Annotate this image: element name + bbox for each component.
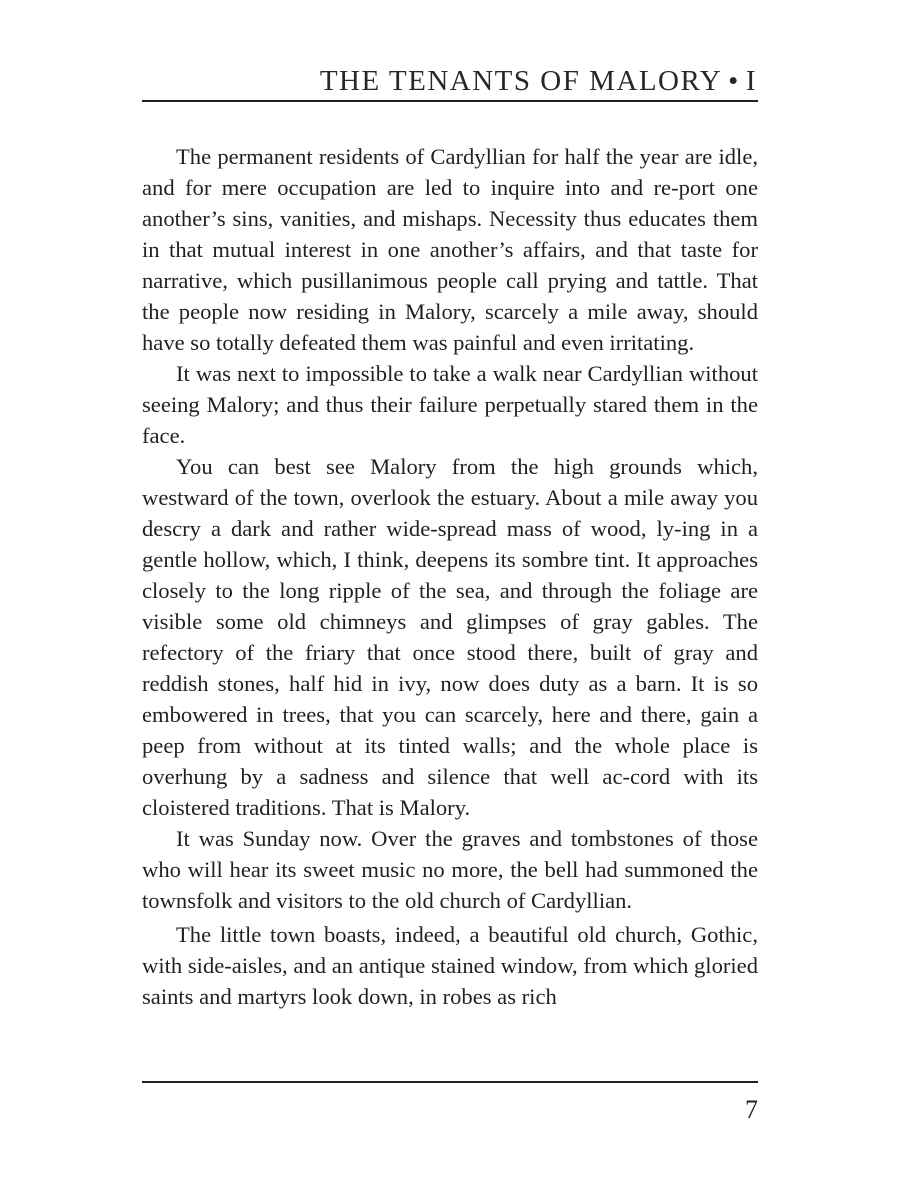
footer-rule xyxy=(142,1081,758,1083)
paragraph-1: The permanent residents of Cardyllian for half the year are idle, and for mere occupation are led to inquire into and re-port one another’s sins, vanities, and mishaps. Necessity thus educates them in that mutual interest in one another’s affairs, and that taste for narrative, which pusillanimous people call prying and tattle. That the people now residing in Malory, scarcely a mile away, should have so totally defeated them was painful and even irritating. xyxy=(142,144,758,355)
chapter-number: I xyxy=(745,65,757,97)
header-rule xyxy=(142,100,758,102)
paragraph-2: It was next to impossible to take a walk near Cardyllian without seeing Malory; and thus their failure perpetually stared them in the face. xyxy=(142,361,758,448)
paragraph-5: The little town boasts, indeed, a beautiful old church, Gothic, with side-aisles, and an antique stained window, from which gloried saints and martyrs look down, in robes as rich xyxy=(142,922,758,1009)
running-head xyxy=(143,62,757,102)
running-title: THE TENANTS OF MALORY xyxy=(319,65,723,97)
header-separator: • xyxy=(728,65,740,97)
page-number: 7 xyxy=(745,1095,758,1124)
paragraph-3: You can best see Malory from the high grounds which, westward of the town, overlook the estuary. About a mile away you descry a dark and rather wide-spread mass of wood, ly-ing in a gentle hollow, which, I think, deepens its sombre tint. It approaches closely to the long ripple of the sea, and through the foliage are visible some old chimneys and glimpses of gray gables. The refectory of the friary that once stood there, built of gray and reddish stones, half hid in ivy, now does duty as a barn. It is so embowered in trees, that you can scarcely, here and there, gain a peep from without at its tinted walls; and the whole place is overhung by a sadness and silence that well ac-cord with its cloistered traditions. That is Malory. xyxy=(142,454,758,820)
paragraph-4: It was Sunday now. Over the graves and tombstones of those who will hear its sweet music no more, the bell had summoned the townsfolk and visitors to the old church of Cardyllian. xyxy=(142,826,758,913)
body-text xyxy=(142,141,758,1012)
